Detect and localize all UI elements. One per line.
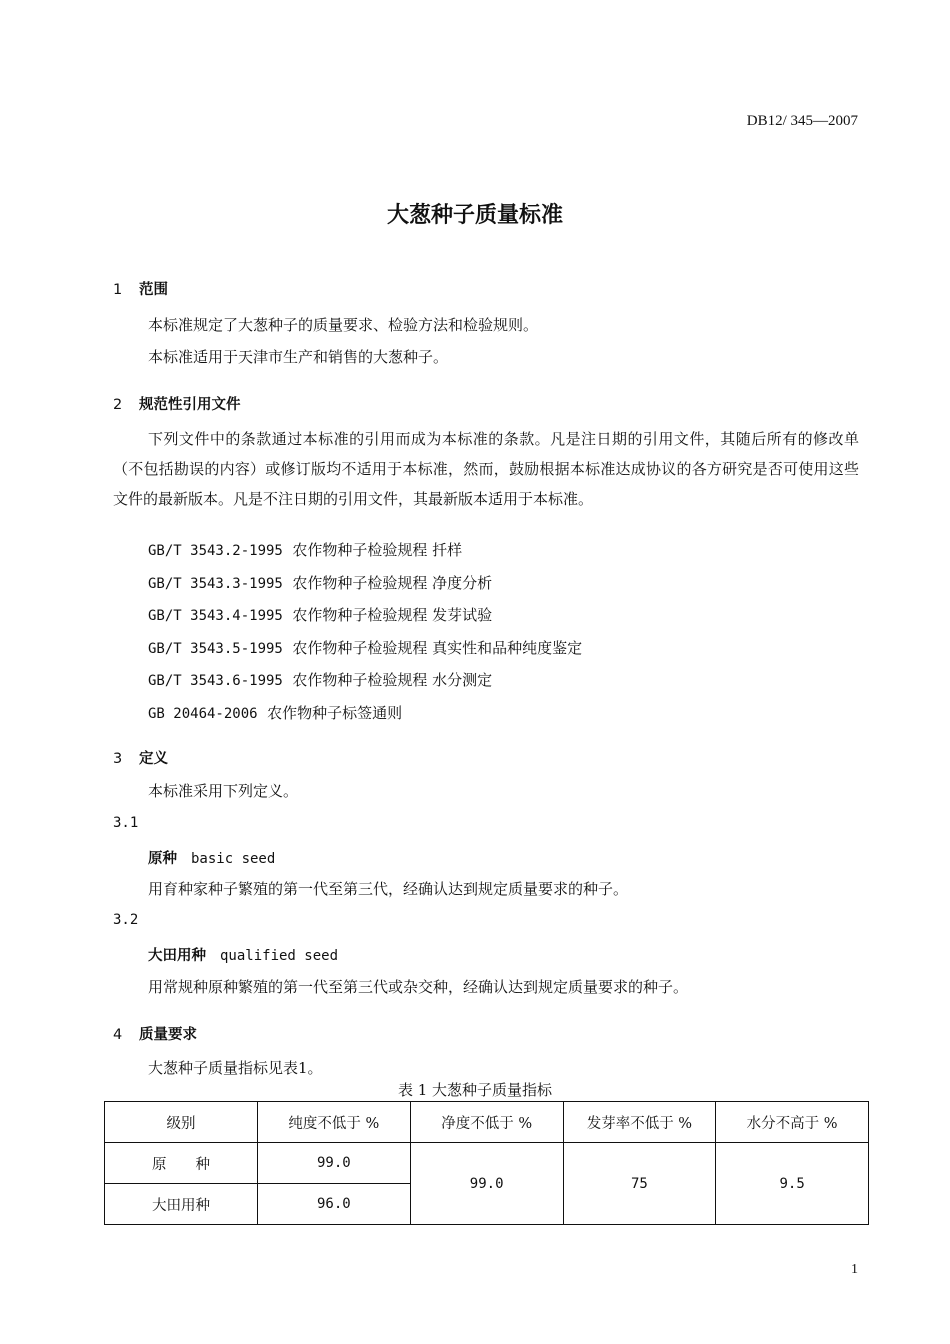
- reference-item: [148, 572, 492, 593]
- section-title: 质量要求: [139, 1027, 197, 1043]
- reference-item: [148, 539, 462, 560]
- reference-item: [148, 604, 492, 625]
- term-zh: 原种: [148, 851, 177, 867]
- reference-code: GB/T 3543.3-1995: [148, 576, 283, 592]
- header-moisture: 水分不高于 %: [716, 1102, 869, 1143]
- section-number: 2: [113, 397, 123, 413]
- reference-title: 农作物种子检验规程 发芽试验: [292, 606, 493, 624]
- definition-term: [148, 944, 338, 965]
- reference-item: [148, 702, 402, 723]
- definition-text: 用常规种原种繁殖的第一代至第三代或杂交种，经确认达到规定质量要求的种子。: [148, 978, 689, 996]
- page-number: 1: [851, 1262, 858, 1277]
- header-germination: 发芽率不低于 %: [563, 1102, 716, 1143]
- table-caption: 表 1 大葱种子质量指标: [397, 1081, 553, 1099]
- header-grade: 级别: [105, 1102, 258, 1143]
- cleanliness-value: 99.0: [469, 1175, 504, 1192]
- section-number: 3: [113, 751, 123, 767]
- table-row: [105, 1143, 869, 1184]
- reference-title: 农作物种子检验规程 净度分析: [292, 574, 493, 592]
- section-4-heading: [113, 1023, 197, 1044]
- definition-term: [148, 847, 275, 868]
- term-zh: 大田用种: [148, 948, 206, 964]
- purity-value: 99.0: [316, 1155, 351, 1171]
- purity-value: 96.0: [316, 1196, 351, 1212]
- section-number: 1: [113, 282, 123, 298]
- section-1-heading: [113, 278, 168, 299]
- grade-cell: 大田用种: [105, 1184, 258, 1225]
- page-title: 大葱种子质量标准: [386, 203, 563, 228]
- purity-cell: [257, 1143, 410, 1184]
- definition-number: 3.2: [113, 912, 139, 928]
- quality-intro: 大葱种子质量指标见表1。: [148, 1059, 323, 1077]
- scope-line-2: 本标准适用于天津市生产和销售的大葱种子。: [148, 348, 449, 366]
- section-title: 范围: [139, 282, 168, 298]
- reference-title: 农作物种子检验规程 真实性和品种纯度鉴定: [292, 639, 583, 657]
- scope-line-1: 本标准规定了大葱种子的质量要求、检验方法和检验规则。: [148, 316, 539, 334]
- reference-code: GB/T 3543.5-1995: [148, 641, 283, 657]
- reference-item: [148, 669, 492, 690]
- normative-references-paragraph: 下列文件中的条款通过本标准的引用而成为本标准的条款。凡是注日期的引用文件，其随后所有的修改单（不包括勘误的内容）或修订版均不适用于本标准，然而，鼓励根据本标准达成协议的各方研究是否可使用这些文件的最新版本。凡是不注日期的引用文件，其最新版本适用于本标准。: [113, 430, 859, 508]
- reference-item: [148, 637, 582, 658]
- reference-code: GB/T 3543.4-1995: [148, 608, 283, 624]
- reference-code: GB 20464-2006: [148, 706, 258, 722]
- reference-title: 农作物种子标签通则: [267, 704, 403, 722]
- definitions-intro: 本标准采用下列定义。: [148, 782, 299, 800]
- germination-cell: [563, 1143, 716, 1225]
- cleanliness-cell: [410, 1143, 563, 1225]
- reference-code: GB/T 3543.2-1995: [148, 543, 283, 559]
- term-en: qualified seed: [220, 948, 339, 964]
- term-en: basic seed: [191, 851, 276, 867]
- purity-cell: [257, 1184, 410, 1225]
- section-2-heading: [113, 393, 241, 414]
- definition-number: 3.1: [113, 815, 139, 831]
- reference-title: 农作物种子检验规程 扦样: [292, 541, 463, 559]
- table-header-row: [105, 1102, 869, 1143]
- section-title: 定义: [139, 751, 168, 767]
- moisture-value: 9.5: [779, 1175, 805, 1192]
- grade-cell: 原 种: [105, 1143, 258, 1184]
- section-title: 规范性引用文件: [139, 397, 241, 413]
- header-cleanliness: 净度不低于 %: [410, 1102, 563, 1143]
- section-number: 4: [113, 1027, 123, 1043]
- document-id: DB12/ 345—2007: [746, 113, 858, 129]
- reference-code: GB/T 3543.6-1995: [148, 673, 283, 689]
- quality-table: [104, 1101, 869, 1225]
- germination-value: 75: [630, 1175, 648, 1192]
- section-3-heading: [113, 747, 168, 768]
- header-purity: 纯度不低于 %: [257, 1102, 410, 1143]
- reference-title: 农作物种子检验规程 水分测定: [292, 671, 493, 689]
- moisture-cell: [716, 1143, 869, 1225]
- definition-text: 用育种家种子繁殖的第一代至第三代，经确认达到规定质量要求的种子。: [148, 880, 629, 898]
